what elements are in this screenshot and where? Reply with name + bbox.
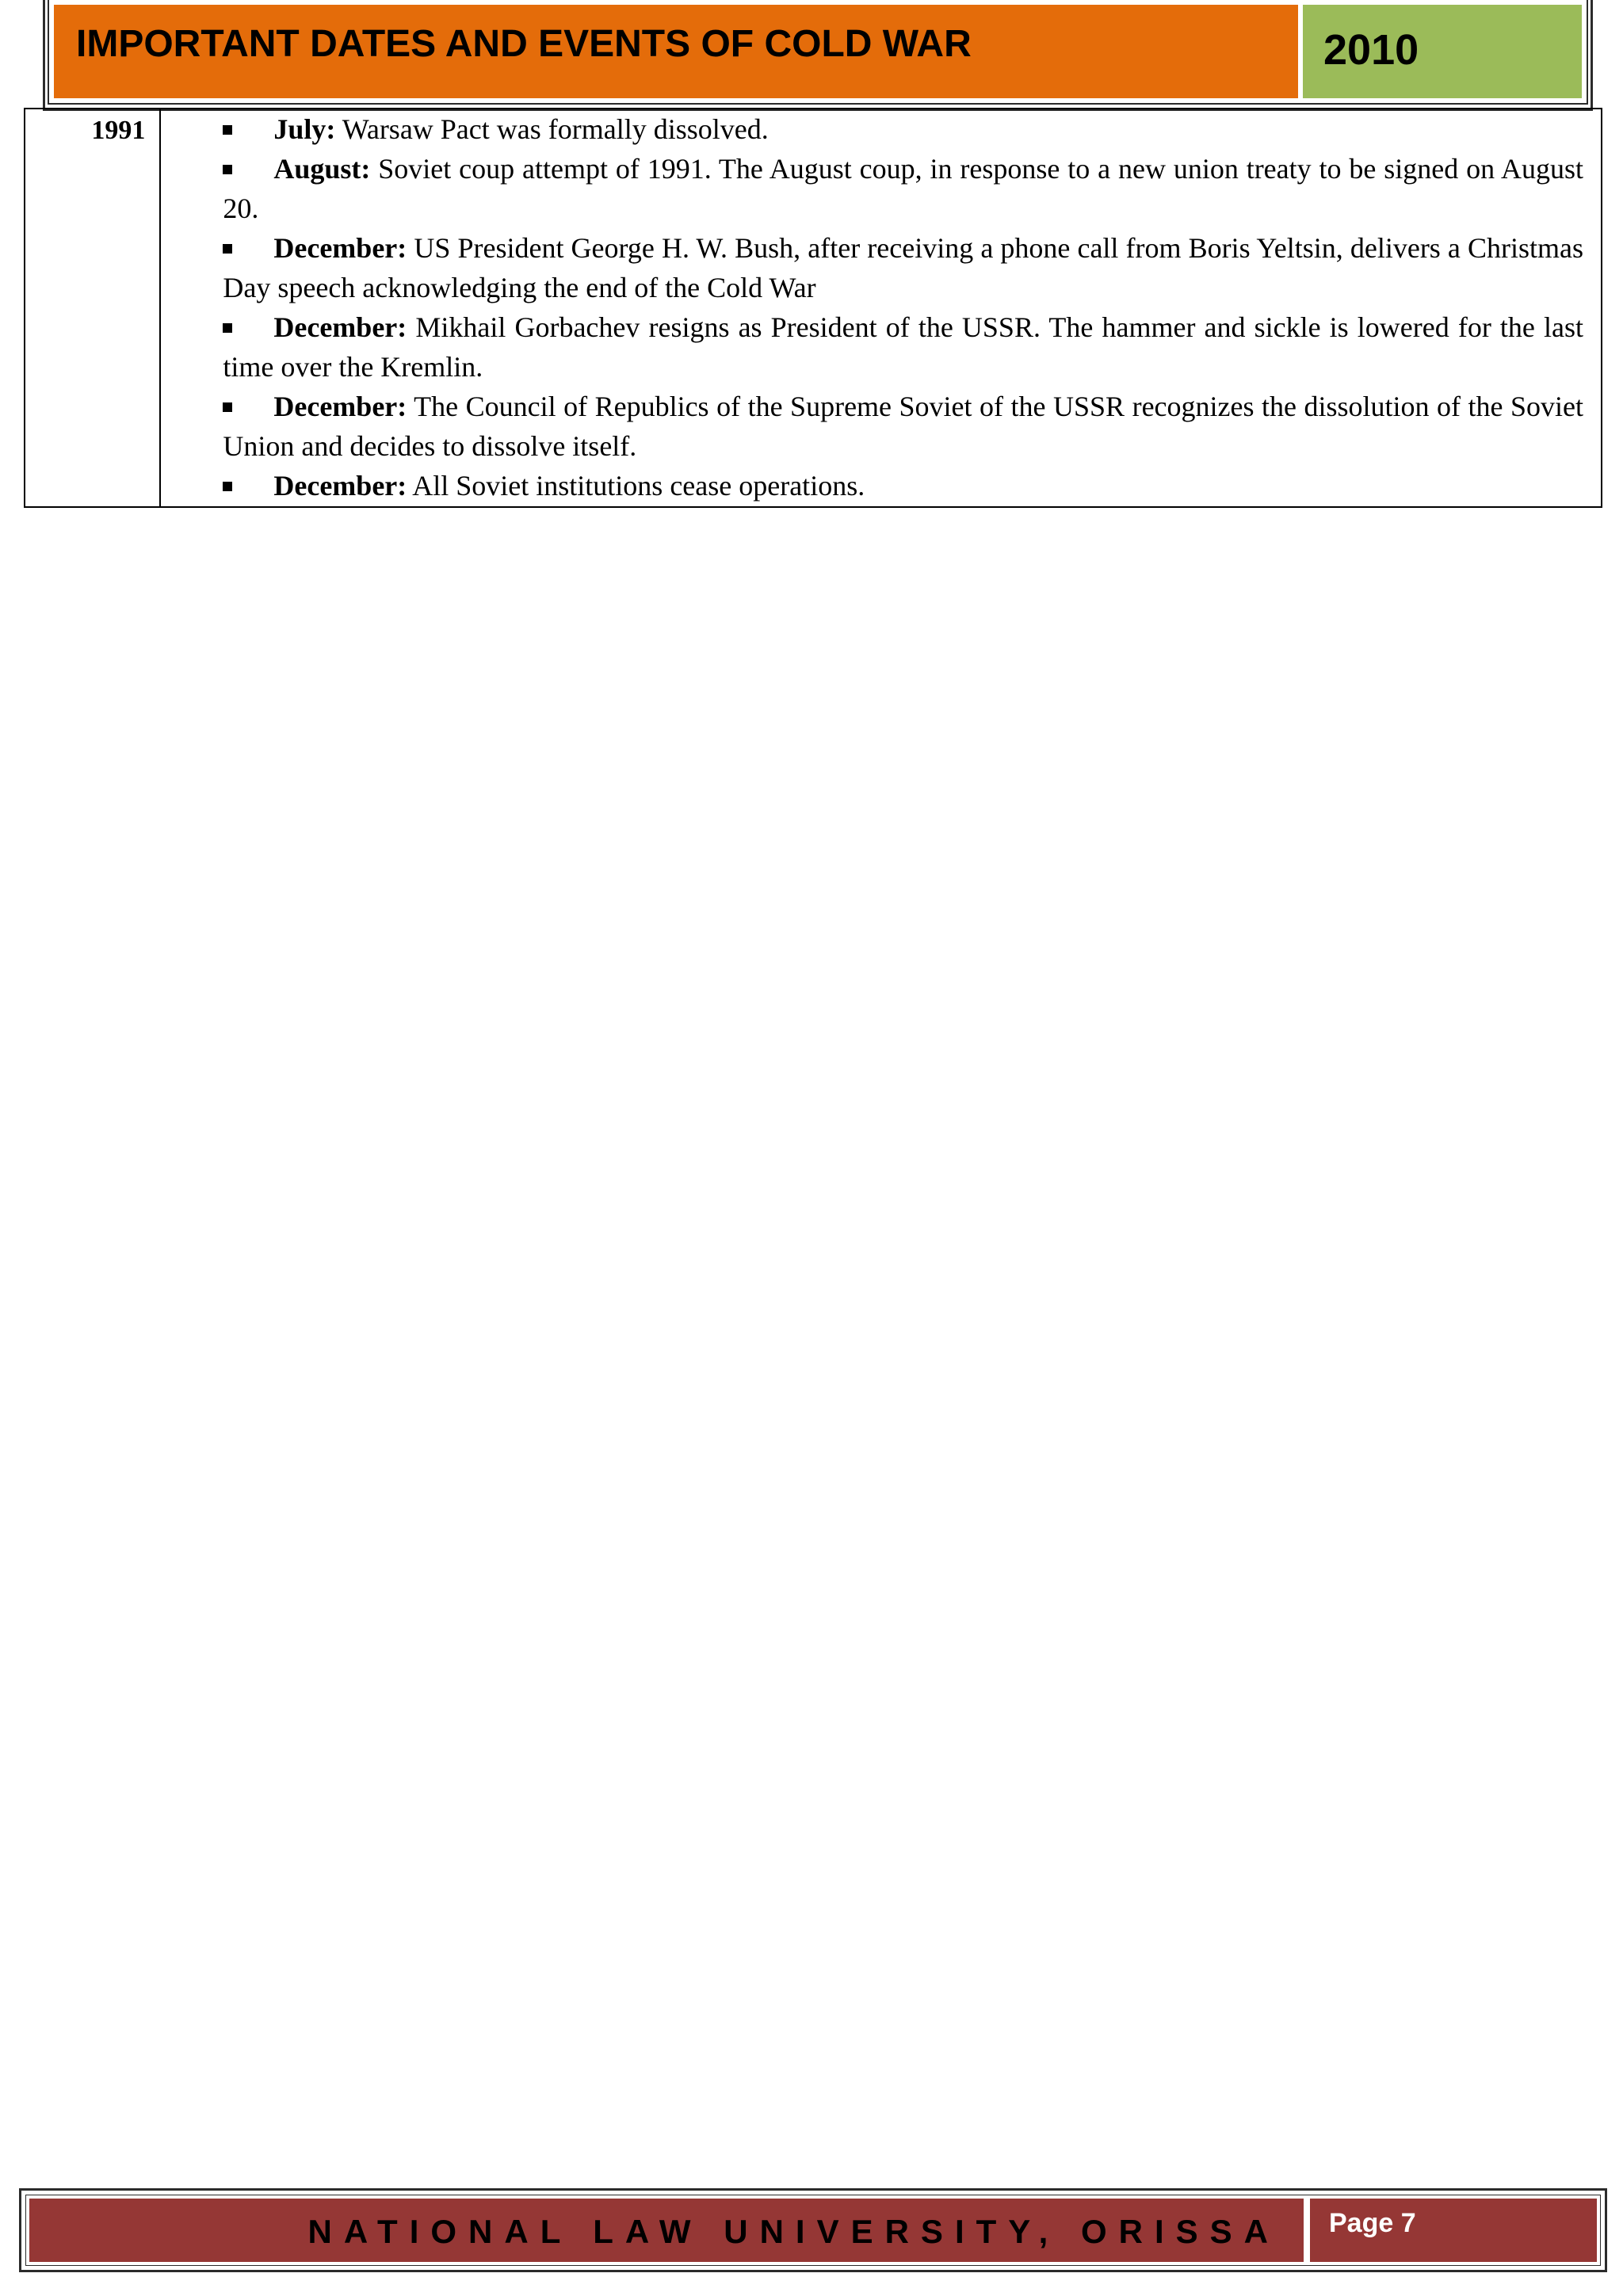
event-text: Soviet coup attempt of 1991. The August coup, in response to a new union treaty to be signed on August 20. [223,153,1583,224]
square-bullet-icon [223,244,232,254]
list-item [223,387,1583,466]
document-year: 2010 [1303,5,1582,98]
page-number: Page 7 [1310,2199,1597,2262]
event-text: The Council of Republics of the Supreme Soviet of the USSR recognizes the dissolution of the Soviet Union and decides to dissolve itself. [223,391,1583,462]
year-cell: 1991 [25,109,161,506]
list-item [223,307,1583,387]
square-bullet-icon [223,482,232,491]
list-item [223,149,1583,228]
page-header [48,0,1588,105]
event-month: December: [273,470,407,502]
event-month: December: [273,232,407,264]
square-bullet-icon [223,402,232,412]
event-month: December: [273,311,407,343]
event-text: All Soviet institutions cease operations. [407,470,865,502]
events-table [24,108,1602,508]
square-bullet-icon [223,323,232,333]
event-month: July: [273,113,336,145]
event-text: Warsaw Pact was formally dissolved. [335,113,769,145]
event-list [223,109,1583,505]
list-item [223,228,1583,307]
event-month: December: [273,391,407,422]
square-bullet-icon [223,165,232,174]
event-text: US President George H. W. Bush, after receiving a phone call from Boris Yeltsin, delivers a Christmas Day speech acknowledging the end of the Cold War [223,232,1583,303]
events-cell [161,109,1601,506]
page-footer [25,2195,1601,2266]
list-item [223,466,1583,505]
event-month: August: [273,153,371,185]
document-title: IMPORTANT DATES AND EVENTS OF COLD WAR [54,5,1298,98]
event-text: Mikhail Gorbachev resigns as President of the USSR. The hammer and sickle is lowered for the last time over the Kremlin. [223,311,1583,383]
institution-name: NATIONAL LAW UNIVERSITY, ORISSA [29,2199,1304,2262]
list-item [223,109,1583,149]
square-bullet-icon [223,125,232,135]
